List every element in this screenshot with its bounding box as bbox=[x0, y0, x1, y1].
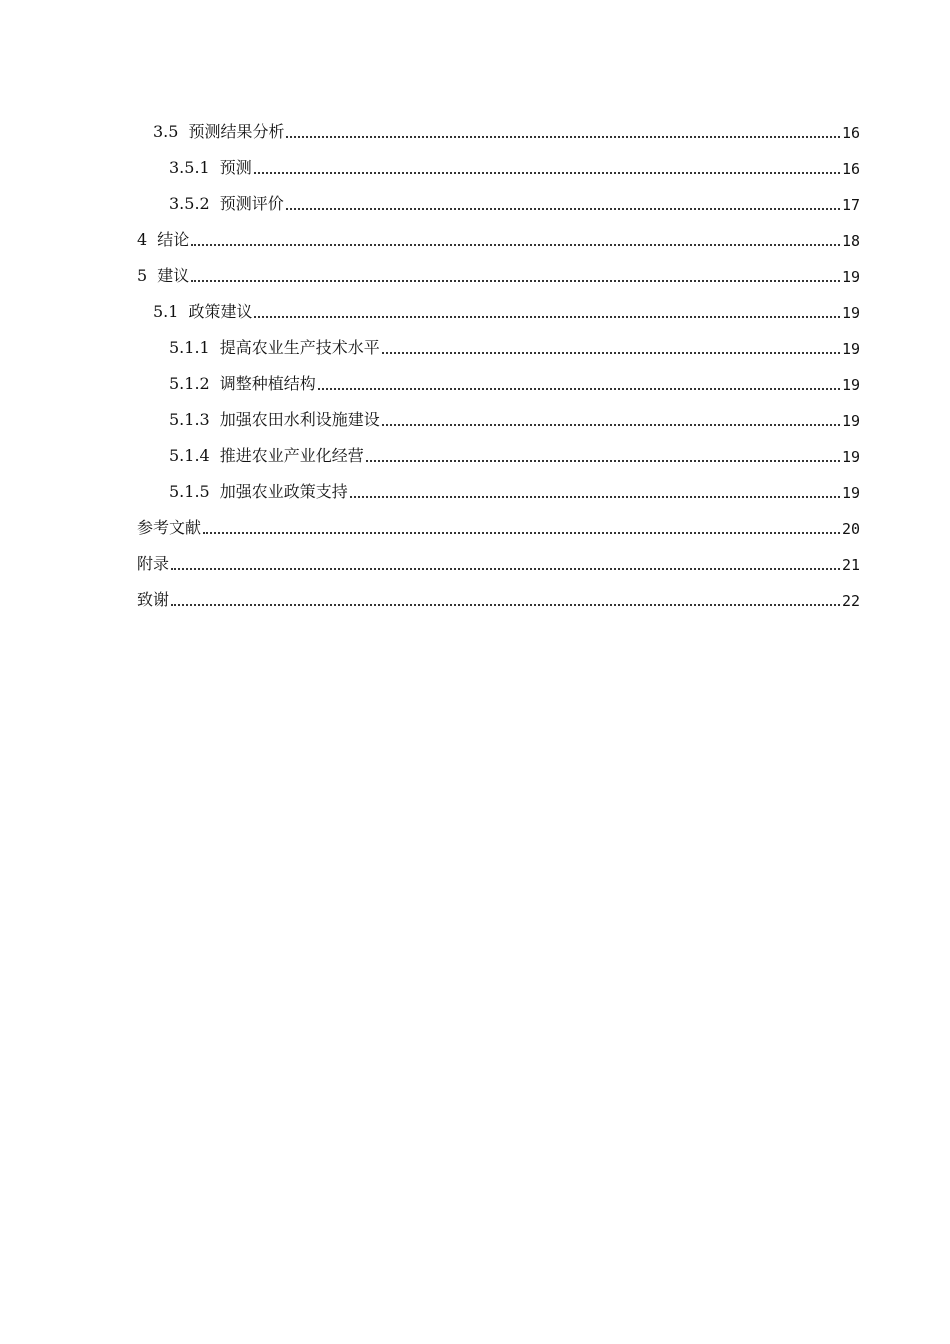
toc-entry-number: 3.5 bbox=[153, 122, 179, 141]
toc-page-number: 19 bbox=[841, 268, 860, 286]
toc-entry[interactable] bbox=[137, 472, 860, 508]
toc-dot-leader bbox=[382, 351, 840, 354]
toc-dot-leader bbox=[350, 495, 840, 498]
toc-entry-number: 5.1.1 bbox=[169, 338, 210, 357]
toc-entry-title: 预测结果分析 bbox=[188, 122, 285, 141]
toc-entry-number: 4 bbox=[137, 230, 148, 249]
toc-page-number: 16 bbox=[841, 124, 860, 142]
toc-entry-number: 5.1.5 bbox=[169, 482, 210, 501]
toc-entry-text bbox=[169, 443, 364, 472]
toc-dot-leader bbox=[254, 171, 840, 174]
toc-entry-text bbox=[137, 263, 189, 292]
toc-entry[interactable] bbox=[137, 220, 860, 256]
toc-entry-text bbox=[137, 227, 189, 256]
toc-entry-number: 5.1 bbox=[153, 302, 179, 321]
toc-dot-leader bbox=[191, 243, 840, 246]
toc-entry-title: 提高农业生产技术水平 bbox=[219, 338, 380, 357]
toc-entry-title: 参考文献 bbox=[137, 518, 202, 537]
toc-entry-text bbox=[169, 371, 316, 400]
toc-entry[interactable] bbox=[137, 544, 860, 580]
toc-dot-leader bbox=[286, 135, 839, 138]
toc-entry-title: 政策建议 bbox=[188, 302, 253, 321]
toc-entry-text bbox=[153, 119, 284, 148]
toc-dot-leader bbox=[366, 459, 840, 462]
toc-entry-number: 5.1.2 bbox=[169, 374, 210, 393]
toc-entry[interactable] bbox=[137, 436, 860, 472]
toc-entry[interactable] bbox=[137, 112, 860, 148]
toc-entry-text bbox=[153, 299, 252, 328]
toc-dot-leader bbox=[382, 423, 840, 426]
toc-entry-number: 3.5.2 bbox=[169, 194, 210, 213]
toc-entry-text bbox=[169, 479, 348, 508]
toc-entry[interactable] bbox=[137, 400, 860, 436]
toc-entry-text bbox=[169, 407, 380, 436]
toc-entry[interactable] bbox=[137, 328, 860, 364]
toc-entry[interactable] bbox=[137, 148, 860, 184]
toc-entry-title: 加强农田水利设施建设 bbox=[219, 410, 380, 429]
toc-page-number: 21 bbox=[841, 556, 860, 574]
toc-entry[interactable] bbox=[137, 184, 860, 220]
toc-page-number: 17 bbox=[841, 196, 860, 214]
toc-entry-text bbox=[169, 335, 380, 364]
toc-page-number: 19 bbox=[841, 340, 860, 358]
toc-entry-title: 预测 bbox=[219, 158, 252, 177]
toc-page-number: 19 bbox=[841, 304, 860, 322]
toc-page-number: 19 bbox=[841, 448, 860, 466]
toc-page-number: 20 bbox=[841, 520, 860, 538]
toc-entry-title: 结论 bbox=[157, 230, 190, 249]
toc-entry-text bbox=[169, 155, 252, 184]
table-of-contents bbox=[137, 112, 860, 616]
toc-entry[interactable] bbox=[137, 508, 860, 544]
toc-entry[interactable] bbox=[137, 256, 860, 292]
toc-page-number: 16 bbox=[841, 160, 860, 178]
toc-dot-leader bbox=[171, 603, 840, 606]
toc-dot-leader bbox=[286, 207, 840, 210]
toc-entry-title: 调整种植结构 bbox=[219, 374, 316, 393]
toc-entry-title: 建议 bbox=[157, 266, 190, 285]
toc-entry-title: 加强农业政策支持 bbox=[219, 482, 348, 501]
toc-entry-text bbox=[169, 191, 284, 220]
toc-entry-number: 3.5.1 bbox=[169, 158, 210, 177]
toc-dot-leader bbox=[191, 279, 840, 282]
toc-entry-text bbox=[137, 551, 169, 580]
toc-entry-title: 推进农业产业化经营 bbox=[219, 446, 364, 465]
toc-dot-leader bbox=[254, 315, 839, 318]
toc-page-number: 19 bbox=[841, 484, 860, 502]
toc-entry-text bbox=[137, 587, 169, 616]
toc-dot-leader bbox=[318, 387, 840, 390]
toc-page-number: 18 bbox=[841, 232, 860, 250]
toc-entry[interactable] bbox=[137, 580, 860, 616]
toc-page-number: 19 bbox=[841, 412, 860, 430]
toc-page-number: 19 bbox=[841, 376, 860, 394]
toc-entry-title: 附录 bbox=[137, 554, 170, 573]
toc-entry[interactable] bbox=[137, 364, 860, 400]
toc-entry-number: 5 bbox=[137, 266, 148, 285]
toc-dot-leader bbox=[203, 531, 840, 534]
toc-entry-title: 预测评价 bbox=[219, 194, 284, 213]
toc-entry-title: 致谢 bbox=[137, 590, 170, 609]
toc-entry-text bbox=[137, 515, 201, 544]
toc-page-number: 22 bbox=[841, 592, 860, 610]
toc-entry-number: 5.1.4 bbox=[169, 446, 210, 465]
toc-dot-leader bbox=[171, 567, 840, 570]
toc-entry-number: 5.1.3 bbox=[169, 410, 210, 429]
toc-entry[interactable] bbox=[137, 292, 860, 328]
